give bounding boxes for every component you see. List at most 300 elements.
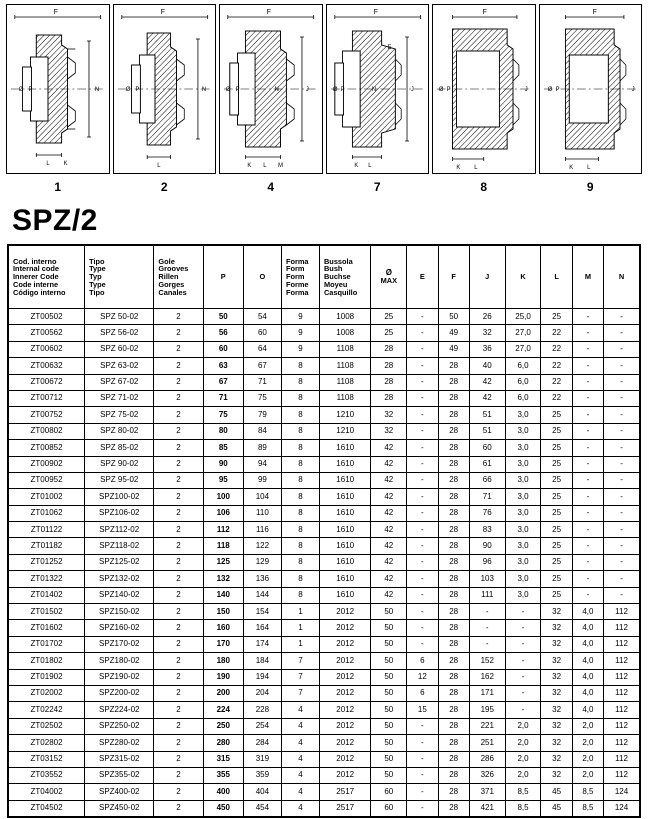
spec-table-head — [9, 246, 640, 309]
table-cell: - — [469, 604, 505, 620]
table-cell: - — [407, 472, 438, 488]
table-cell: - — [604, 423, 640, 439]
table-cell: 195 — [469, 702, 505, 718]
table-cell: 4 — [281, 702, 319, 718]
table-cell: 194 — [243, 669, 281, 685]
table-cell: 28 — [438, 784, 469, 800]
table-cell: 60 — [243, 325, 281, 341]
table-cell: 2012 — [319, 718, 370, 734]
table-cell: 3,0 — [505, 407, 541, 423]
table-cell: 32 — [371, 407, 407, 423]
table-cell: 32 — [541, 636, 572, 652]
svg-text:L: L — [367, 162, 372, 170]
table-cell: 106 — [203, 505, 243, 521]
table-cell: 8 — [281, 456, 319, 472]
table-cell: 28 — [438, 554, 469, 570]
table-cell: - — [407, 538, 438, 554]
table-cell: 42 — [469, 374, 505, 390]
table-cell: 28 — [438, 669, 469, 685]
table-cell: 1610 — [319, 456, 370, 472]
svg-text:M: M — [278, 162, 283, 170]
table-cell: 50 — [371, 702, 407, 718]
table-cell: 2 — [154, 702, 203, 718]
table-cell: - — [407, 767, 438, 783]
table-cell: 112 — [604, 718, 640, 734]
table-cell: 28 — [438, 423, 469, 439]
table-cell: SPZ 75-02 — [85, 407, 154, 423]
table-cell: 28 — [438, 456, 469, 472]
table-cell: 2 — [154, 685, 203, 701]
table-cell: 50 — [371, 767, 407, 783]
table-row[interactable] — [9, 620, 640, 636]
table-row[interactable] — [9, 358, 640, 374]
table-cell: - — [572, 423, 603, 439]
table-row[interactable] — [9, 718, 640, 734]
table-cell: 103 — [469, 571, 505, 587]
table-cell: 2012 — [319, 636, 370, 652]
table-cell: SPZ 67-02 — [85, 374, 154, 390]
table-cell: - — [407, 456, 438, 472]
table-cell: 83 — [469, 522, 505, 538]
table-cell: 1008 — [319, 309, 370, 325]
table-row[interactable] — [9, 505, 640, 521]
table-cell: 51 — [469, 407, 505, 423]
table-row[interactable] — [9, 767, 640, 783]
table-row[interactable] — [9, 636, 640, 652]
table-cell: 28 — [438, 440, 469, 456]
table-cell: 28 — [438, 735, 469, 751]
table-cell: SPZ 50-02 — [85, 309, 154, 325]
svg-text:P: P — [446, 86, 451, 94]
table-cell: 60 — [469, 440, 505, 456]
table-cell: 50 — [371, 718, 407, 734]
svg-text:L: L — [586, 164, 590, 172]
table-cell: 8,5 — [505, 784, 541, 800]
header-internal-code: Cod. interno Internal code Innerer Code Code interne Código interno — [9, 246, 85, 309]
svg-text:Ø: Ø — [125, 86, 130, 94]
table-cell: 3,0 — [505, 522, 541, 538]
table-cell: 8 — [281, 538, 319, 554]
table-row[interactable] — [9, 604, 640, 620]
table-cell: 2 — [154, 620, 203, 636]
table-cell: SPZ 85-02 — [85, 440, 154, 456]
diagram-figure-1 — [6, 4, 110, 174]
header-diameter-max: Ø MAX — [371, 246, 407, 309]
table-cell: 45 — [541, 800, 572, 816]
table-row[interactable] — [9, 423, 640, 439]
table-cell: 28 — [438, 505, 469, 521]
table-cell: 204 — [243, 685, 281, 701]
table-cell: - — [505, 702, 541, 718]
table-row[interactable] — [9, 456, 640, 472]
table-cell: 118 — [203, 538, 243, 554]
table-cell: - — [505, 620, 541, 636]
table-cell: 2,0 — [505, 767, 541, 783]
table-cell: SPZ224-02 — [85, 702, 154, 718]
table-cell: 1108 — [319, 341, 370, 357]
table-cell: 9 — [281, 341, 319, 357]
table-cell: 28 — [438, 587, 469, 603]
svg-text:P: P — [555, 86, 560, 94]
table-cell: 51 — [469, 423, 505, 439]
table-cell: - — [407, 784, 438, 800]
table-cell: 112 — [604, 685, 640, 701]
table-cell: 162 — [469, 669, 505, 685]
table-cell: SPZ 90-02 — [85, 456, 154, 472]
table-cell: 42 — [371, 587, 407, 603]
table-row[interactable] — [9, 554, 640, 570]
table-cell: 3,0 — [505, 571, 541, 587]
spec-table-body — [9, 309, 640, 817]
table-cell: 2517 — [319, 784, 370, 800]
table-cell: 2012 — [319, 767, 370, 783]
table-cell: SPZ 60-02 — [85, 341, 154, 357]
table-cell: 90 — [469, 538, 505, 554]
table-cell: 28 — [438, 636, 469, 652]
table-cell: - — [572, 374, 603, 390]
table-cell: - — [604, 407, 640, 423]
table-cell: 25 — [541, 423, 572, 439]
table-row[interactable] — [9, 407, 640, 423]
table-cell: 251 — [469, 735, 505, 751]
table-cell: 1610 — [319, 587, 370, 603]
table-row[interactable] — [9, 784, 640, 800]
table-cell: 1108 — [319, 390, 370, 406]
table-cell: 42 — [371, 489, 407, 505]
table-cell: 7 — [281, 669, 319, 685]
table-cell: - — [407, 407, 438, 423]
table-row[interactable] — [9, 489, 640, 505]
table-cell: 32 — [541, 620, 572, 636]
table-cell: 2 — [154, 407, 203, 423]
table-cell: 1108 — [319, 358, 370, 374]
table-row[interactable] — [9, 309, 640, 325]
svg-text:Ø: Ø — [438, 86, 444, 94]
table-row[interactable] — [9, 669, 640, 685]
table-cell: 4 — [281, 800, 319, 816]
table-cell: 2 — [154, 390, 203, 406]
table-cell: 2012 — [319, 702, 370, 718]
diagram-label-1: 1 — [54, 180, 62, 194]
table-row[interactable] — [9, 325, 640, 341]
table-cell: - — [604, 374, 640, 390]
table-cell: - — [505, 653, 541, 669]
diagram-label-7: 7 — [373, 180, 381, 194]
table-cell: 228 — [243, 702, 281, 718]
table-row[interactable] — [9, 522, 640, 538]
table-cell: 164 — [243, 620, 281, 636]
table-cell: 25 — [371, 309, 407, 325]
table-cell: SPZ132-02 — [85, 571, 154, 587]
table-cell: 2 — [154, 669, 203, 685]
table-cell: 50 — [371, 620, 407, 636]
table-cell: 1210 — [319, 407, 370, 423]
table-cell: 371 — [469, 784, 505, 800]
table-row[interactable] — [9, 538, 640, 554]
table-cell: 4 — [281, 784, 319, 800]
table-cell: - — [604, 341, 640, 357]
table-cell: 1610 — [319, 472, 370, 488]
table-cell: 90 — [203, 456, 243, 472]
table-cell: - — [604, 456, 640, 472]
header-k: K — [505, 246, 541, 309]
table-cell: 2 — [154, 751, 203, 767]
table-cell: ZT01402 — [9, 587, 85, 603]
table-cell: 42 — [371, 522, 407, 538]
table-cell: 28 — [438, 767, 469, 783]
table-cell: 8 — [281, 522, 319, 538]
table-cell: 42 — [371, 472, 407, 488]
table-cell: 8 — [281, 472, 319, 488]
table-cell: 2 — [154, 358, 203, 374]
table-cell: 25 — [541, 309, 572, 325]
table-cell: 112 — [604, 636, 640, 652]
table-cell: 2 — [154, 538, 203, 554]
table-cell: 104 — [243, 489, 281, 505]
table-cell: ZT03552 — [9, 767, 85, 783]
table-cell: - — [407, 489, 438, 505]
table-cell: 71 — [203, 390, 243, 406]
table-cell: 2 — [154, 767, 203, 783]
table-cell: 8 — [281, 440, 319, 456]
table-cell: 96 — [469, 554, 505, 570]
svg-text:K: K — [568, 164, 573, 172]
table-cell: 6,0 — [505, 358, 541, 374]
table-cell: 32 — [541, 767, 572, 783]
table-row[interactable] — [9, 685, 640, 701]
svg-text:F: F — [373, 8, 378, 17]
spec-table — [8, 245, 640, 817]
table-cell: 22 — [541, 341, 572, 357]
table-cell: 180 — [203, 653, 243, 669]
table-cell: 28 — [438, 538, 469, 554]
table-cell: 8 — [281, 587, 319, 603]
table-cell: - — [572, 505, 603, 521]
table-row[interactable] — [9, 341, 640, 357]
svg-text:Ø: Ø — [332, 86, 337, 94]
table-row[interactable] — [9, 440, 640, 456]
svg-text:F: F — [266, 8, 271, 17]
table-cell: 40 — [469, 358, 505, 374]
table-cell: - — [572, 489, 603, 505]
table-cell: 2 — [154, 784, 203, 800]
table-row[interactable] — [9, 751, 640, 767]
table-row[interactable] — [9, 472, 640, 488]
table-cell: ZT01002 — [9, 489, 85, 505]
table-cell: 32 — [541, 735, 572, 751]
svg-text:P: P — [28, 86, 33, 94]
table-row[interactable] — [9, 735, 640, 751]
table-cell: 2 — [154, 489, 203, 505]
table-cell: ZT00802 — [9, 423, 85, 439]
table-cell: 454 — [243, 800, 281, 816]
table-cell: 2 — [154, 325, 203, 341]
header-e: E — [407, 246, 438, 309]
table-cell: ZT01182 — [9, 538, 85, 554]
table-cell: ZT02802 — [9, 735, 85, 751]
table-cell: SPZ118-02 — [85, 538, 154, 554]
table-cell: 32 — [541, 669, 572, 685]
table-cell: - — [407, 341, 438, 357]
table-cell: - — [505, 669, 541, 685]
table-cell: SPZ 71-02 — [85, 390, 154, 406]
table-cell: 2,0 — [572, 718, 603, 734]
table-cell: 89 — [243, 440, 281, 456]
table-cell: SPZ 80-02 — [85, 423, 154, 439]
header-form: Forma Form Form Forme Forma — [281, 246, 319, 309]
table-cell: 2012 — [319, 751, 370, 767]
table-cell: 140 — [203, 587, 243, 603]
table-cell: 2012 — [319, 669, 370, 685]
table-cell: - — [407, 522, 438, 538]
header-o: O — [243, 246, 281, 309]
table-cell: 50 — [371, 669, 407, 685]
table-cell: 224 — [203, 702, 243, 718]
table-cell: 112 — [604, 751, 640, 767]
svg-text:L: L — [46, 160, 50, 168]
table-cell: 2 — [154, 472, 203, 488]
table-cell: 8 — [281, 571, 319, 587]
table-cell: 27,0 — [505, 341, 541, 357]
table-cell: 6,0 — [505, 374, 541, 390]
svg-text:J: J — [524, 86, 528, 94]
table-cell: 60 — [371, 800, 407, 816]
table-row[interactable] — [9, 587, 640, 603]
table-cell: 2,0 — [505, 718, 541, 734]
table-cell: ZT01502 — [9, 604, 85, 620]
table-cell: 110 — [243, 505, 281, 521]
table-cell: 28 — [438, 374, 469, 390]
table-cell: 25 — [541, 571, 572, 587]
table-cell: - — [572, 358, 603, 374]
table-cell: - — [572, 587, 603, 603]
table-cell: ZT04002 — [9, 784, 85, 800]
table-row[interactable] — [9, 653, 640, 669]
diagram-figure-2 — [113, 4, 217, 174]
table-cell: - — [407, 309, 438, 325]
table-cell: 2 — [154, 587, 203, 603]
table-cell: 79 — [243, 407, 281, 423]
table-cell: 12 — [407, 669, 438, 685]
table-cell: 22 — [541, 374, 572, 390]
table-cell: 42 — [371, 505, 407, 521]
table-cell: 8,5 — [572, 784, 603, 800]
table-cell: 100 — [203, 489, 243, 505]
table-cell: ZT01322 — [9, 571, 85, 587]
table-row[interactable] — [9, 390, 640, 406]
table-cell: - — [604, 309, 640, 325]
table-cell: 9 — [281, 325, 319, 341]
table-cell: ZT02002 — [9, 685, 85, 701]
table-cell: 99 — [243, 472, 281, 488]
table-cell: 326 — [469, 767, 505, 783]
table-cell: 8 — [281, 407, 319, 423]
table-row[interactable] — [9, 571, 640, 587]
table-cell: - — [407, 505, 438, 521]
table-cell: ZT00632 — [9, 358, 85, 374]
table-cell: 54 — [243, 309, 281, 325]
table-cell: 50 — [371, 636, 407, 652]
table-cell: - — [572, 538, 603, 554]
table-cell: 8 — [281, 554, 319, 570]
table-cell: 67 — [203, 374, 243, 390]
table-cell: 190 — [203, 669, 243, 685]
svg-text:P: P — [340, 86, 345, 94]
table-cell: 2 — [154, 735, 203, 751]
table-cell: SPZ450-02 — [85, 800, 154, 816]
table-row[interactable] — [9, 702, 640, 718]
table-cell: 7 — [281, 653, 319, 669]
table-row[interactable] — [9, 374, 640, 390]
table-cell: 3,0 — [505, 489, 541, 505]
table-cell: 50 — [203, 309, 243, 325]
table-cell: 25 — [541, 407, 572, 423]
table-cell: 144 — [243, 587, 281, 603]
table-cell: 2,0 — [572, 751, 603, 767]
svg-text:Ø: Ø — [547, 86, 552, 94]
table-cell: 8 — [281, 390, 319, 406]
table-cell: ZT01802 — [9, 653, 85, 669]
table-cell: 6,0 — [505, 390, 541, 406]
table-cell: SPZ150-02 — [85, 604, 154, 620]
table-cell: 2 — [154, 604, 203, 620]
table-cell: - — [572, 407, 603, 423]
table-cell: 3,0 — [505, 423, 541, 439]
table-cell: 6 — [407, 685, 438, 701]
table-cell: 15 — [407, 702, 438, 718]
table-cell: 75 — [243, 390, 281, 406]
table-cell: 112 — [604, 702, 640, 718]
table-cell: 49 — [438, 325, 469, 341]
diagram-figure-7 — [326, 4, 430, 174]
svg-text:N: N — [274, 86, 279, 94]
table-cell: ZT01602 — [9, 620, 85, 636]
table-cell: - — [407, 390, 438, 406]
table-cell: 50 — [438, 309, 469, 325]
table-cell: SPZ 95-02 — [85, 472, 154, 488]
table-cell: 28 — [438, 653, 469, 669]
table-cell: 421 — [469, 800, 505, 816]
table-cell: 170 — [203, 636, 243, 652]
table-cell: - — [407, 751, 438, 767]
table-cell: 28 — [371, 358, 407, 374]
table-cell: 8 — [281, 489, 319, 505]
svg-text:J: J — [631, 86, 635, 94]
table-cell: - — [505, 604, 541, 620]
table-cell: 66 — [469, 472, 505, 488]
table-cell: 1 — [281, 620, 319, 636]
table-cell: 8 — [281, 358, 319, 374]
table-cell: 4,0 — [572, 702, 603, 718]
table-cell: SPZ250-02 — [85, 718, 154, 734]
diagram-label-8: 8 — [480, 180, 488, 194]
table-cell: 1008 — [319, 325, 370, 341]
table-row[interactable] — [9, 800, 640, 816]
table-cell: 221 — [469, 718, 505, 734]
table-cell: 28 — [438, 751, 469, 767]
table-cell: 32 — [541, 702, 572, 718]
page-title: SPZ/2 — [12, 204, 98, 237]
table-cell: 25 — [541, 522, 572, 538]
table-cell: - — [604, 489, 640, 505]
table-cell: - — [572, 456, 603, 472]
table-cell: 112 — [604, 653, 640, 669]
header-f: F — [438, 246, 469, 309]
table-cell: 4,0 — [572, 653, 603, 669]
table-cell: - — [572, 309, 603, 325]
table-cell: 319 — [243, 751, 281, 767]
table-cell: 32 — [541, 718, 572, 734]
